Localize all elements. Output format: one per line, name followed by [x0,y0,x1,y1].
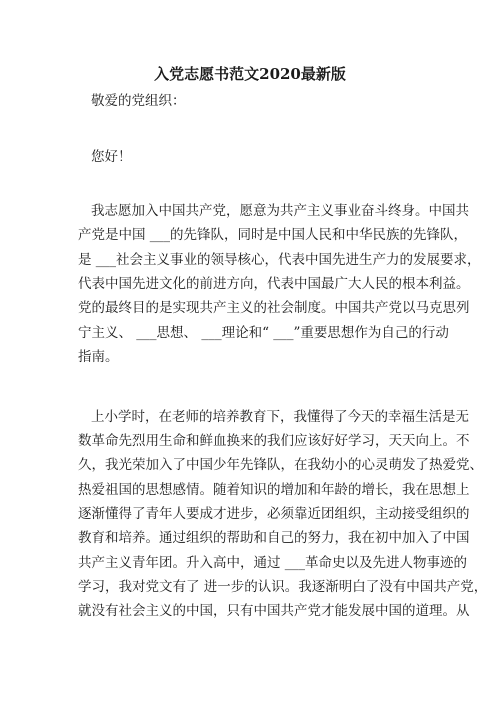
paragraph-line: 共产主义青年团。升入高中，通过 ___革命史以及先进人物事迹的 [78,555,468,571]
document-title: 入党志愿书范文2020最新版 [154,65,346,83]
paragraph-line: 学习，我对党文有了 进一步的认识。我逐渐明白了没有中国共产党， [78,579,488,595]
salutation: 敬爱的党组织： [91,93,186,109]
paragraph-line: 党的最终目的是实现共产主义的社会制度。中国共产党以马克思列 [78,300,470,316]
paragraph-line: 就没有社会主义的中国，只有中国共产党才能发展中国的道理。从 [78,603,470,619]
paragraph-line: 上小学时，在老师的培养教育下，我懂得了今天的幸福生活是无 [91,409,469,425]
paragraph-line: 是 ___社会主义事业的领导核心，代表中国先进生产力的发展要求， [78,252,481,268]
paragraph-line: 我志愿加入中国共产党，愿意为共产主义事业奋斗终身。中国共 [91,203,469,219]
paragraph-line: 数革命先烈用生命和鲜血换来的我们应该好好学习，天天向上。不 [78,433,470,449]
greeting: 您好！ [91,149,132,165]
paragraph-line: 逐渐懂得了青年人要成才进步，必须靠近团组织，主动接受组织的 [78,506,470,522]
paragraph-line: 产党是中国 ___的先锋队，同时是中国人民和中华民族的先锋队， [78,227,468,243]
paragraph-line: 久，我光荣加入了中国少年先锋队，在我幼小的心灵萌发了热爱党、 [78,457,483,473]
paragraph-line: 代表中国先进文化的前进方向，代表中国最广大人民的根本利益。 [78,276,470,292]
paragraph-line: 热爱祖国的思想感情。随着知识的增加和年龄的增长，我在思想上 [78,482,470,498]
paragraph-line: 宁主义、 ___思想、 ___理论和“ ___”重要思想作为自己的行动 [78,325,449,341]
paragraph-line: 教育和培养。通过组织的帮助和自己的努力，我在初中加入了中国 [78,530,470,546]
paragraph-line: 指南。 [78,349,119,365]
